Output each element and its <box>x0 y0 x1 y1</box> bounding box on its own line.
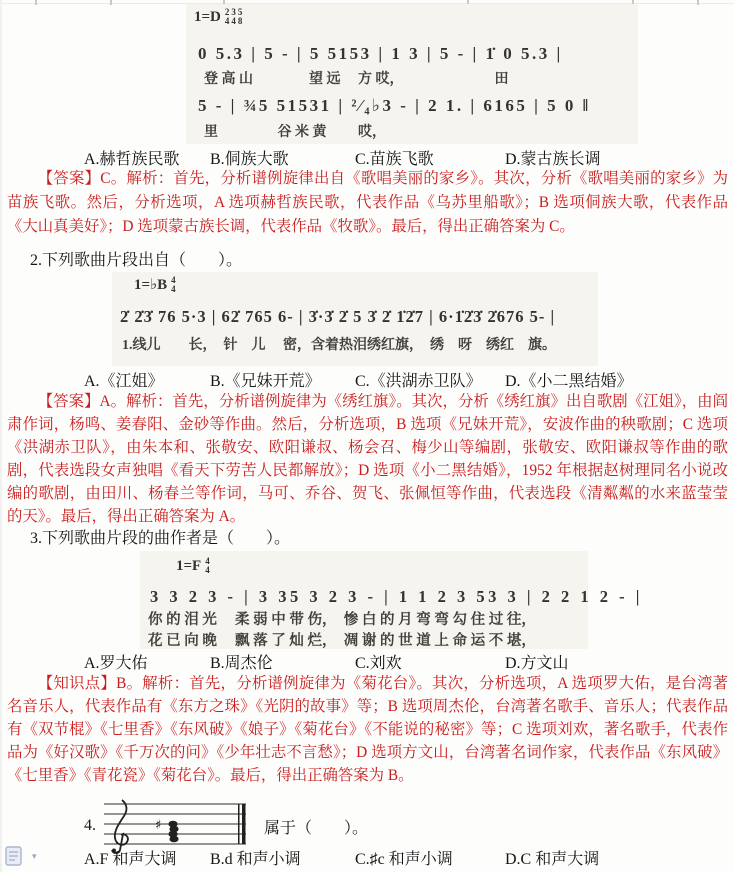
meter-denominator: 4 <box>231 16 236 26</box>
q2-options-row <box>0 368 724 391</box>
meter-denominator: 4 <box>171 283 176 294</box>
q2-stem: 2.下列歌曲片段出自（ ）。 <box>30 252 243 269</box>
q4-options-row <box>0 846 724 869</box>
meter-fraction <box>231 8 236 26</box>
q3-notation-score <box>140 551 643 649</box>
option: C.刘欢 <box>355 655 402 672</box>
option: C.♯c 和声小调 <box>355 851 453 868</box>
option: A.F 和声大调 <box>84 851 177 868</box>
meter-numerator: 4 <box>205 556 210 566</box>
q3-lyrics-line-2: 花 已 向 晚 飘 落 了 灿 烂， 凋 谢 的 世 道 上 命 运 不 堪， <box>148 633 536 649</box>
ruler-tick <box>697 0 699 5</box>
q2-key-signature <box>134 275 177 294</box>
q1-options-row <box>0 146 724 169</box>
q3-jianpu-line: 3 3 2 3 - | 3 35 3 2 3 - | 1 1 2 3 53 3 | 2 2 1 2 - | <box>150 587 643 606</box>
q1-meters <box>224 8 244 26</box>
q3-stem: 3.下列歌曲片段的曲作者是（ ）。 <box>30 530 291 547</box>
meter-numerator: 2 <box>224 7 230 17</box>
option: D.C 和声大调 <box>505 851 600 868</box>
q3-lyrics-line-1: 你 的 泪 光 柔 弱 中 带 伤， 惨 白 的 月 弯 弯 勾 住 过 往， <box>148 612 536 628</box>
option: B.《兄妹开荒》 <box>210 373 321 390</box>
q2-jianpu-line: 2̇ 2̇3̇ 76 5·3 | 62̇ 765 6- | 3̇·3̇ 2̇ 5 3̇ 2̇ 1̇2̇7 | 6·1̇2̇3̇ 2̇676 5- | <box>120 307 556 326</box>
meter-numerator: 4 <box>171 274 176 285</box>
q2-notation-score <box>112 272 598 366</box>
q2-lyrics-line: 1.线儿 长， 针 儿 密，含着热泪绣红旗， 绣 呀 绣红 旗。 <box>122 338 556 353</box>
ruler-tick <box>35 0 37 5</box>
option: B.d 和声小调 <box>210 851 301 868</box>
q1-jianpu-line-1: 0 5.3 | 5 - | 5 5153 | 1 3 | 5 - | 1̇ 0 5.3 | <box>198 44 563 63</box>
q1-answer-paragraph: 【答案】C。解析：首先，分析谱例旋律出自《歌唱美丽的家乡》。其次，分析《歌唱美丽的家乡》为苗族飞歌。然后，分析选项，A 选项赫哲族民歌，代表作品《乌苏里船歌》；B 选项侗族大歌，代表作品《大山真美好》；D 选项蒙古族长调，代表作品《牧歌》。最后，得出正确答案为 C。 <box>7 170 728 235</box>
q2-answer-paragraph: 【答案】A。解析：首先，分析谱例旋律为《绣红旗》。其次，分析《绣红旗》出自歌剧《江姐》，由阎肃作词，杨鸣、姜春阳、金砂等作曲。然后，分析选项，B 选项《兄妹开荒》，安波作曲的秧歌剧；C 选项《洪湖赤卫队》，由朱本和、张敬安、欧阳谦叔、杨会召、梅少山等编剧，张敬安、欧阳谦叔等作曲的歌剧，代表选段女声独唱《看天下劳苦人民都解放》；D 选项《小二黑结婚》，1952 年根据赵树理同名小说改编的歌剧，由田川、杨春兰等作词，马可、乔谷、贺飞、张佩恒等作曲，代表选段《清粼粼的水来蓝莹莹的天》。最后，得出正确答案为 A。 <box>7 393 728 525</box>
option: B.侗族大歌 <box>210 151 289 168</box>
meter-denominator: 4 <box>205 565 210 575</box>
option: A.赫哲族民歌 <box>84 151 180 168</box>
key-prefix: 1=F <box>176 557 202 574</box>
q1-key-signature <box>194 8 243 26</box>
meter-numerator: 3 <box>231 7 236 17</box>
meter-fraction <box>171 276 176 294</box>
key-prefix: 1=D <box>194 8 221 25</box>
option: D.蒙古族长调 <box>505 151 601 168</box>
meter-denominator: 4 <box>224 16 230 26</box>
option: B.周杰伦 <box>210 655 273 672</box>
page-left-edge <box>0 0 2 872</box>
meter-denominator: 8 <box>237 16 243 26</box>
document-icon[interactable] <box>3 845 25 867</box>
option: C.《洪湖赤卫队》 <box>355 373 482 390</box>
sharp-sign: ♯ <box>155 818 162 833</box>
ruler-tick <box>110 0 112 5</box>
chevron-down-icon[interactable]: ▾ <box>32 850 37 861</box>
meter-numerator: 5 <box>237 7 243 17</box>
option: D.方文山 <box>505 655 569 672</box>
q4-number: 4. <box>84 817 96 834</box>
option: A.《江姐》 <box>84 373 164 390</box>
q4-stem-text: 属于（ ）。 <box>264 819 369 837</box>
meter-fraction <box>225 8 230 26</box>
meter-fraction <box>238 8 243 26</box>
q1-jianpu-line-2: 5 - | ¾5 51531 | ²⁄₄♭3 - | 2 1. | 6165 | 5 0 ‖ <box>198 96 591 115</box>
q1-lyrics-line-1: 登 高 山 望 远 方 哎， 田 <box>204 72 509 87</box>
q3-options-row <box>0 650 724 673</box>
meter-fraction <box>205 557 210 575</box>
q1-notation-score <box>186 4 638 144</box>
key-prefix: 1=♭B <box>134 277 168 293</box>
q3-key-signature <box>176 557 211 575</box>
floating-doc-widget[interactable] <box>3 845 37 867</box>
option: C.苗族飞歌 <box>355 151 434 168</box>
option: A.罗大佑 <box>84 655 148 672</box>
chord-notes <box>168 821 178 843</box>
option: D.《小二黑结婚》 <box>505 373 633 390</box>
q3-answer-paragraph: 【知识点】B。解析：首先，分析谱例旋律为《菊花台》。其次，分析选项，A 选项罗大佑，是台湾著名音乐人，代表作品有《东方之珠》《光阴的故事》等；B 选项周杰伦，台湾著名歌手、音乐人；代表作品有《双节棍》《七里香》《东风破》《娘子》《菊花台》《不能说的秘密》等；C 选项刘欢，著名歌手，代表作品为《好汉歌》《千万次的问》《少年壮志不言愁》；D 选项方文山，台湾著名词作家，代表作品《东风破》《七里香》《青花瓷》《菊花台》。最后，得出正确答案为 B。 <box>7 675 728 784</box>
q1-lyrics-line-2: 里 谷 米 黄 哎， <box>204 125 386 140</box>
